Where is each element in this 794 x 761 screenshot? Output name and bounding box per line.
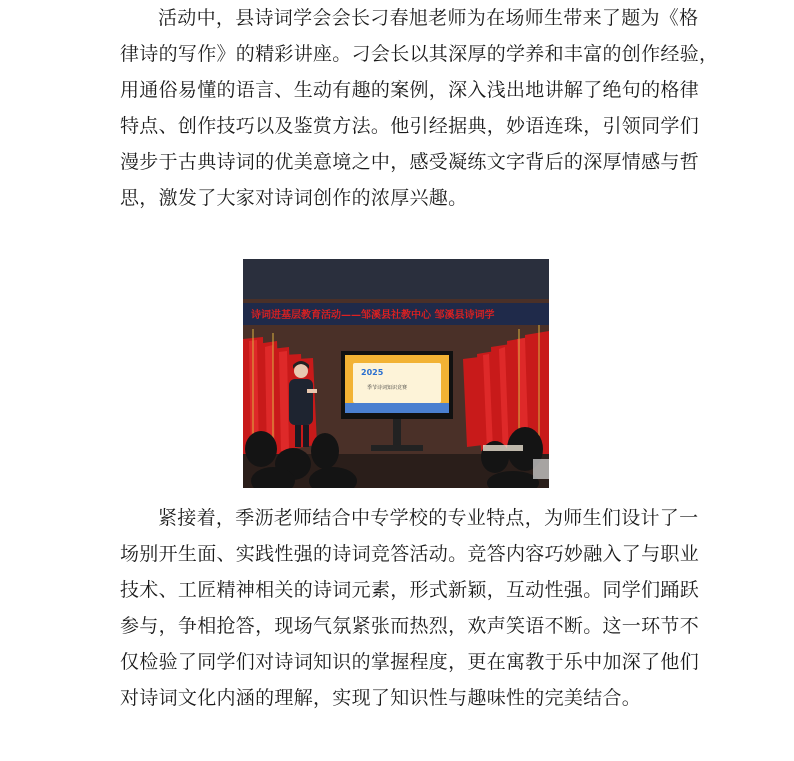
paragraph-line: 场别开生面、实践性强的诗词竞答活动。竞答内容巧妙融入了与职业 [120,543,700,565]
paragraph-line: 仅检验了同学们对诗词知识的掌握程度，更在寓教于乐中加深了他们 [120,651,700,673]
photo-banner-text: 诗词进基层教育活动——邹溪县社教中心 邹溪县诗词学 [251,310,495,321]
paragraph-line: 漫步于古典诗词的优美意境之中，感受凝练文字背后的深厚情感与哲 [120,151,700,173]
paragraph-quiz [120,500,700,716]
paragraph-lecture [120,0,719,216]
photo-screen-title: 2025 [361,368,384,377]
event-photo [243,259,549,488]
paragraph-line: 参与，争相抢答，现场气氛紧张而热烈，欢声笑语不断。这一环节不 [120,615,700,637]
paragraph-line: 紧接着，季沥老师结合中专学校的专业特点，为师生们设计了一 [158,507,699,529]
paragraph-line: 对诗词文化内涵的理解，实现了知识性与趣味性的完美结合。 [120,687,642,709]
paragraph-line: 思，激发了大家对诗词创作的浓厚兴趣。 [120,187,468,209]
paragraph-line: 用通俗易懂的语言、生动有趣的案例，深入浅出地讲解了绝句的格律 [120,79,700,101]
paragraph-line: 技术、工匠精神相关的诗词元素，形式新颖，互动性强。同学们踊跃 [120,579,700,601]
photo-ceiling [243,259,549,299]
paragraph-line: 活动中，县诗词学会会长刁春旭老师为在场师生带来了题为《格 [158,7,699,29]
photo-screen-subtitle: 季节诗词知识竞赛 [367,385,408,391]
paragraph-line: 特点、创作技巧以及鉴赏方法。他引经据典，妙语连珠，引领同学们 [120,115,700,137]
paragraph-line: 律诗的写作》的精彩讲座。刁会长以其深厚的学养和丰富的创作经验， [120,43,719,65]
